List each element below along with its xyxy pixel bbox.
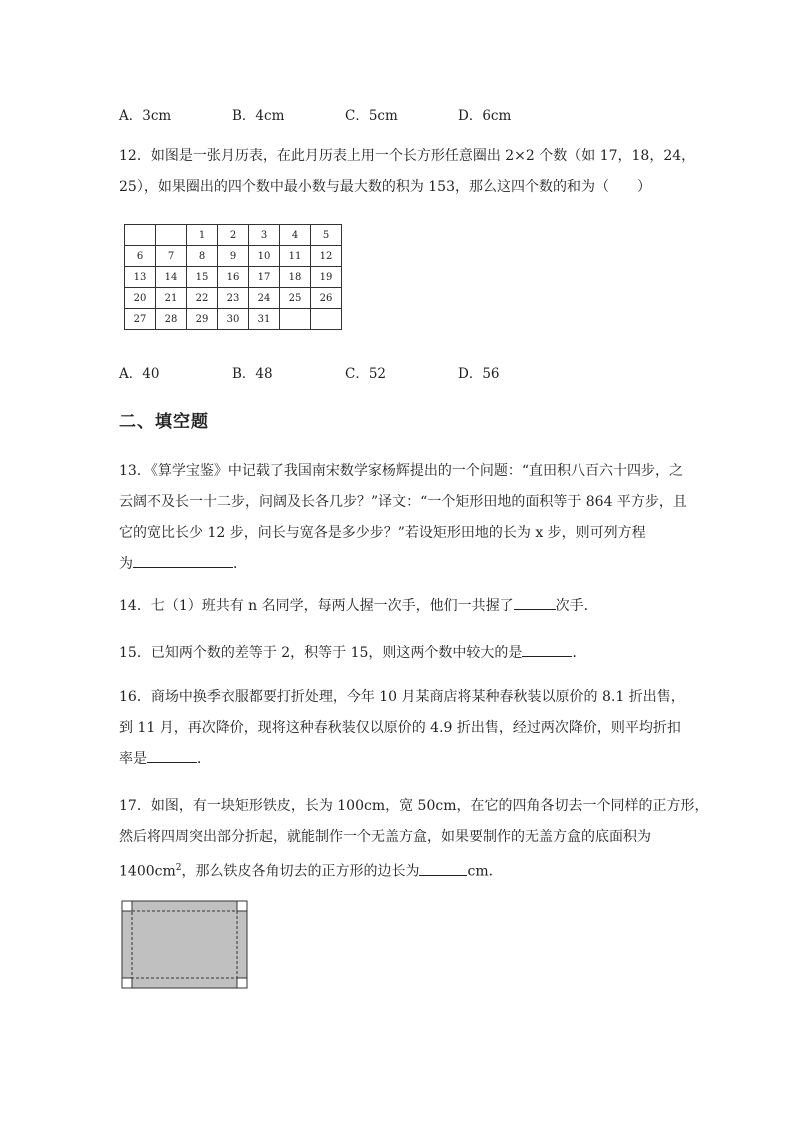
- calendar-cell: 24: [249, 288, 280, 309]
- calendar-cell: 6: [125, 246, 156, 267]
- q15-prefix: 15．已知两个数的差等于 2，积等于 15，则这两个数中较大的是: [119, 645, 523, 661]
- calendar-cell: 15: [187, 267, 218, 288]
- q17-last-suffix: cm．: [467, 863, 503, 880]
- q14-suffix: 次手．: [555, 598, 598, 614]
- calendar-cell: 12: [311, 246, 342, 267]
- calendar-cell: 23: [218, 288, 249, 309]
- q17-text: [119, 791, 709, 884]
- calendar-table: [124, 224, 342, 330]
- calendar-cell: 29: [187, 309, 218, 330]
- q14-text: [119, 591, 679, 622]
- corner-square-top-left: [122, 901, 132, 911]
- calendar-cell: 26: [311, 288, 342, 309]
- q17-last-prefix: 1400cm: [119, 863, 176, 880]
- calendar-cell: 5: [311, 225, 342, 246]
- calendar-cell: 22: [187, 288, 218, 309]
- calendar-row: [125, 309, 342, 330]
- q14-answer-blank[interactable]: [514, 594, 556, 610]
- q16-line-3: [119, 744, 679, 775]
- calendar-cell: [125, 225, 156, 246]
- calendar-row: [125, 267, 342, 288]
- iron-sheet-body: [122, 901, 247, 988]
- q13-line-1: 13．《算学宝鉴》中记载了我国南宋数学家杨辉提出的一个问题：“直田积八百六十四步，之: [119, 463, 683, 479]
- q11-option-d: D．6cm: [458, 108, 512, 124]
- calendar-cell: [311, 309, 342, 330]
- calendar-cell: 19: [311, 267, 342, 288]
- calendar-cell: 21: [156, 288, 187, 309]
- q17-line-2: 然后将四周突出部分折起，就能制作一个无盖方盒，如果要制作的无盖方盒的底面积为: [119, 829, 651, 845]
- q14-prefix: 14．七（1）班共有 n 名同学，每两人握一次手，他们一共握了: [119, 598, 514, 614]
- calendar-cell: 16: [218, 267, 249, 288]
- calendar-cell: 7: [156, 246, 187, 267]
- calendar-cell: [156, 225, 187, 246]
- calendar-cell: 17: [249, 267, 280, 288]
- q17-line-3: [119, 853, 679, 884]
- iron-sheet-figure: [121, 900, 249, 990]
- q17-superscript: 2: [175, 863, 182, 873]
- q17-answer-blank[interactable]: [419, 860, 467, 876]
- calendar-cell: 18: [280, 267, 311, 288]
- q14-line: [119, 591, 679, 622]
- q11-option-b: B．4cm: [232, 108, 285, 124]
- q16-line-1: 16．商场中换季衣服都要打折处理，今年 10 月某商店将某种春秋装以原价的 8.1 折出售，: [119, 689, 685, 705]
- q12-option-d: D．56: [458, 366, 500, 382]
- q16-text: [119, 682, 685, 775]
- section-title-fill-in: 二、填空题: [119, 412, 209, 432]
- q15-text: [119, 638, 679, 669]
- q12-option-b: B．48: [232, 366, 273, 382]
- calendar-cell: 10: [249, 246, 280, 267]
- corner-square-top-right: [237, 901, 247, 911]
- corner-square-bottom-right: [237, 978, 247, 988]
- calendar-row: [125, 288, 342, 309]
- q12-options: [119, 362, 571, 382]
- q16-last-prefix: 率是: [119, 751, 147, 767]
- q12-line-1: 12．如图是一张月历表，在此月历表上用一个长方形任意圈出 2×2 个数（如 17，18，24，: [119, 148, 696, 164]
- calendar-cell: 9: [218, 246, 249, 267]
- q12-option-c: C．52: [345, 366, 387, 382]
- calendar-cell: 4: [280, 225, 311, 246]
- q16-answer-blank[interactable]: [147, 747, 197, 763]
- calendar-cell: 31: [249, 309, 280, 330]
- q13-line-2: 云阔不及长一十二步，问阔及长各几步？”译文：“一个矩形田地的面积等于 864 平方步，且: [119, 494, 687, 510]
- calendar-cell: 3: [249, 225, 280, 246]
- q16-last-suffix: ．: [197, 751, 211, 767]
- calendar-cell: 28: [156, 309, 187, 330]
- q16-line-2: 到 11 月，再次降价，现将这种春秋装仅以原价的 4.9 折出售，经过两次降价，则平均折扣: [119, 720, 681, 736]
- calendar-row: [125, 225, 342, 246]
- q12-text: [119, 141, 696, 203]
- calendar-cell: 1: [187, 225, 218, 246]
- q12-option-a: A．40: [119, 366, 160, 382]
- corner-square-bottom-left: [122, 978, 132, 988]
- calendar-cell: 13: [125, 267, 156, 288]
- q17-line-1: 17．如图，有一块矩形铁皮，长为 100cm，宽 50cm，在它的四角各切去一个同样的正方形，: [119, 798, 709, 814]
- q11-options: [119, 104, 571, 124]
- q13-text: [119, 456, 687, 580]
- q11-option-c: C．5cm: [345, 108, 398, 124]
- calendar-cell: [280, 309, 311, 330]
- q13-answer-blank[interactable]: [133, 552, 233, 568]
- q15-answer-blank[interactable]: [522, 641, 572, 657]
- calendar-cell: 14: [156, 267, 187, 288]
- q13-last-prefix: 为: [119, 556, 133, 572]
- calendar-cell: 2: [218, 225, 249, 246]
- calendar-cell: 11: [280, 246, 311, 267]
- calendar-cell: 30: [218, 309, 249, 330]
- q15-suffix: ．: [572, 645, 587, 661]
- q13-line-3: 它的宽比长少 12 步，问长与宽各是多少步？”若设矩形田地的长为 x 步，则可列方程: [119, 525, 646, 541]
- calendar-cell: 27: [125, 309, 156, 330]
- q13-last-suffix: ．: [233, 556, 247, 572]
- calendar-cell: 8: [187, 246, 218, 267]
- q15-line: [119, 638, 679, 669]
- calendar-row: [125, 246, 342, 267]
- q11-option-a: A．3cm: [119, 108, 172, 124]
- calendar-cell: 20: [125, 288, 156, 309]
- q12-line-2: 25），如果圈出的四个数中最小数与最大数的积为 153，那么这四个数的和为（ ）: [119, 179, 651, 195]
- q13-line-4: [119, 549, 679, 580]
- q17-last-middle: ，那么铁皮各角切去的正方形的边长为: [181, 863, 420, 880]
- calendar-cell: 25: [280, 288, 311, 309]
